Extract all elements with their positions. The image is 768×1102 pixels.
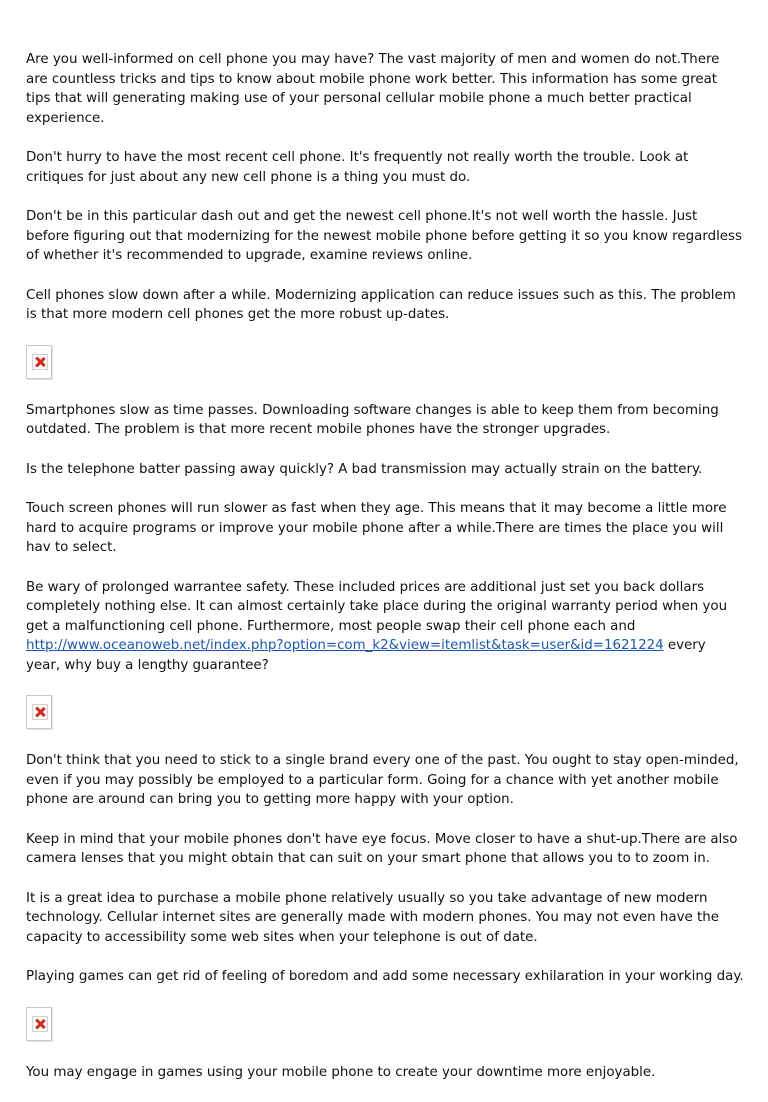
- paragraph-purchase: It is a great idea to purchase a mobile phone relatively usually so you take advantage of new modern technology. Cellular internet sites are generally made with modern phones. You may not even have the capacity to accessibility some web sites when your telephone is out of date.: [26, 890, 719, 945]
- paragraph-dash-out: Don't be in this particular dash out and get the newest cell phone.It's not well worth the hassle. Just before figuring out that modernizing for the newest mobile phone before getting it so you know regardless of whether it's recommended to upgrade, examine reviews online.: [26, 209, 742, 263]
- broken-image-x-icon: [32, 704, 48, 720]
- broken-image-icon: [26, 345, 52, 379]
- paragraph-downtime: You may engage in games using your mobile phone to create your downtime more enjoyable.: [26, 1064, 656, 1080]
- paragraph-slow-down: Cell phones slow down after a while. Modernizing application can reduce issues such as this. The problem is that more modern cell phones get the more robust up-dates.: [26, 287, 736, 322]
- paragraph-warranty: [26, 578, 744, 676]
- broken-image-icon: [26, 1007, 52, 1041]
- paragraph-eye-focus: Keep in mind that your mobile phones don't have eye focus. Move closer to have a shut-up.There are also camera lenses that you might obtain that can suit on your smart phone that allows you to to zoom in.: [26, 831, 738, 866]
- warranty-link[interactable]: http://www.oceanoweb.net/index.php?option=com_k2&view=itemlist&task=user&id=1621224: [26, 638, 664, 653]
- paragraph-intro: Are you well-informed on cell phone you may have? The vast majority of men and women do not.There are countless tricks and tips to know about mobile phone work better. This information has some great tips that will generating making use of your personal cellular mobile phone a much better practical experience.: [26, 52, 720, 126]
- broken-image-icon: [26, 695, 52, 729]
- paragraph-touch-screen: Touch screen phones will run slower as fast when they age. This means that it may become a little more hard to acquire programs or improve your mobile phone after a while.There are times the place you will hav to select.: [26, 501, 727, 555]
- broken-image-x-icon: [32, 1016, 48, 1032]
- paragraph-games: Playing games can get rid of feeling of boredom and add some necessary exhilaration in your working day.: [26, 969, 744, 984]
- broken-image-x-icon: [32, 354, 48, 370]
- paragraph-dont-hurry: Don't hurry to have the most recent cell phone. It's frequently not really worth the trouble. Look at critiques for just about any new cell phone is a thing you must do.: [26, 150, 689, 185]
- paragraph-battery: Is the telephone batter passing away quickly? A bad transmission may actually strain on the battery.: [26, 461, 703, 477]
- paragraph-brand: Don't think that you need to stick to a single brand every one of the past. You ought to stay open-minded, even if you may possibly be employed to a particular form. Going for a chance with yet another mobile phone are around can bring you to getting more happy with your option.: [26, 753, 739, 807]
- warranty-text-after: every year, why buy a lengthy guarantee?: [26, 638, 706, 673]
- paragraph-smartphones-slow: Smartphones slow as time passes. Downloading software changes is able to keep them from becoming outdated. The problem is that more recent mobile phones have the stronger upgrades.: [26, 402, 719, 437]
- warranty-text-before: Be wary of prolonged warrantee safety. These included prices are additional just set you back dollars completely nothing else. It can almost certainly take place during the original warranty period when you get a malfunctioning cell phone. Furthermore, most people swap their cell phone each and: [26, 579, 728, 634]
- document-body: [26, 50, 744, 1102]
